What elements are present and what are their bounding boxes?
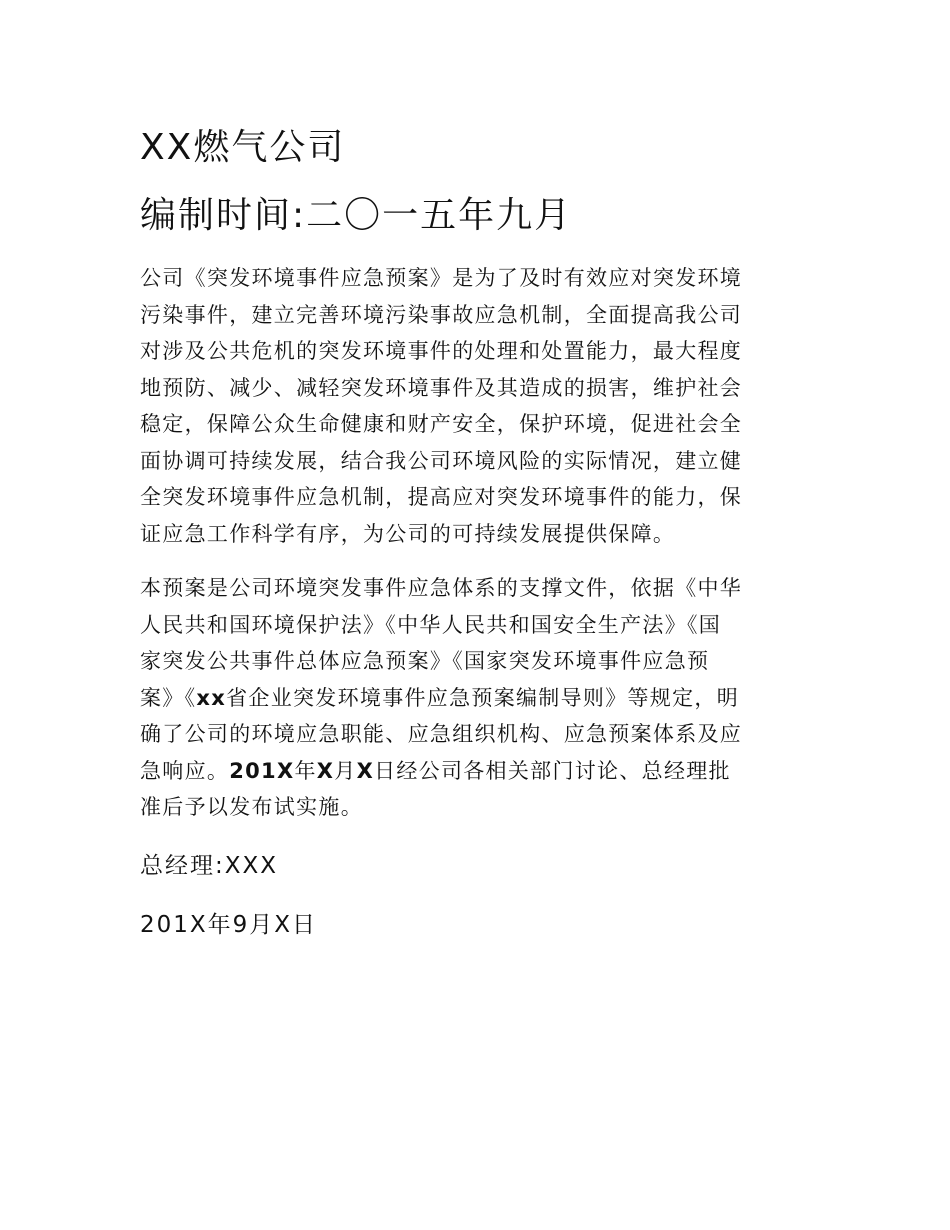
paragraph-line: 全突发环境事件应急机制，提高应对突发环境事件的能力，保 (140, 485, 743, 509)
signature-date: 201X年9月X日 (140, 911, 318, 938)
basis-paragraph (140, 570, 810, 826)
compile-time-heading: 编制时间:二〇一五年九月 (140, 195, 573, 236)
text-segment: 日经公司各相关部门讨论、总经理批 (374, 758, 731, 783)
paragraph-line: 人民共和国环境保护法》《中华人民共和国安全生产法》《国 (140, 612, 722, 637)
document-page (140, 124, 810, 943)
text-segment: 案》《 (140, 685, 197, 710)
text-segment: 月 (334, 758, 357, 783)
text-segment: 急响应。 (140, 758, 230, 783)
paragraph-line: 面协调可持续发展，结合我公司环境风险的实际情况，建立健 (140, 448, 743, 473)
text-segment: 年 (294, 758, 317, 783)
day-placeholder: X (356, 758, 375, 783)
paragraph-line: 本预案是公司环境突发事件应急体系的支撑文件，依据《中华 (140, 576, 743, 600)
text-segment: 省企业突发环境事件应急预案编制导则》等规定，明 (226, 685, 740, 710)
paragraph-line: 稳定，保障公众生命健康和财产安全，保护环境，促进社会全 (140, 412, 743, 436)
intro-paragraph (140, 260, 810, 552)
paragraph-line (140, 753, 810, 790)
paragraph-line: 家突发公共事件总体应急预案》《国家突发环境事件应急预 (140, 649, 710, 673)
paragraph-line: 准后予以发布试实施。 (140, 795, 363, 819)
paragraph-line (140, 680, 810, 717)
month-placeholder: X (316, 758, 335, 783)
company-title: XX燃气公司 (140, 127, 346, 168)
paragraph-line: 对涉及公共危机的突发环境事件的处理和处置能力，最大程度 (140, 339, 743, 363)
general-manager-signature: 总经理:XXX (140, 852, 279, 879)
paragraph-line: 证应急工作科学有序，为公司的可持续发展提供保障。 (140, 521, 676, 546)
paragraph-line: 地预防、减少、减轻突发环境事件及其造成的损害，维护社会 (140, 375, 743, 400)
paragraph-line: 确了公司的环境应急职能、应急组织机构、应急预案体系及应 (140, 722, 743, 746)
province-placeholder: xx (196, 685, 227, 710)
paragraph-line: 污染事件，建立完善环境污染事故应急机制，全面提高我公司 (140, 302, 743, 327)
year-placeholder: 201X (229, 758, 295, 783)
paragraph-line: 公司《突发环境事件应急预案》是为了及时有效应对突发环境 (140, 266, 743, 290)
